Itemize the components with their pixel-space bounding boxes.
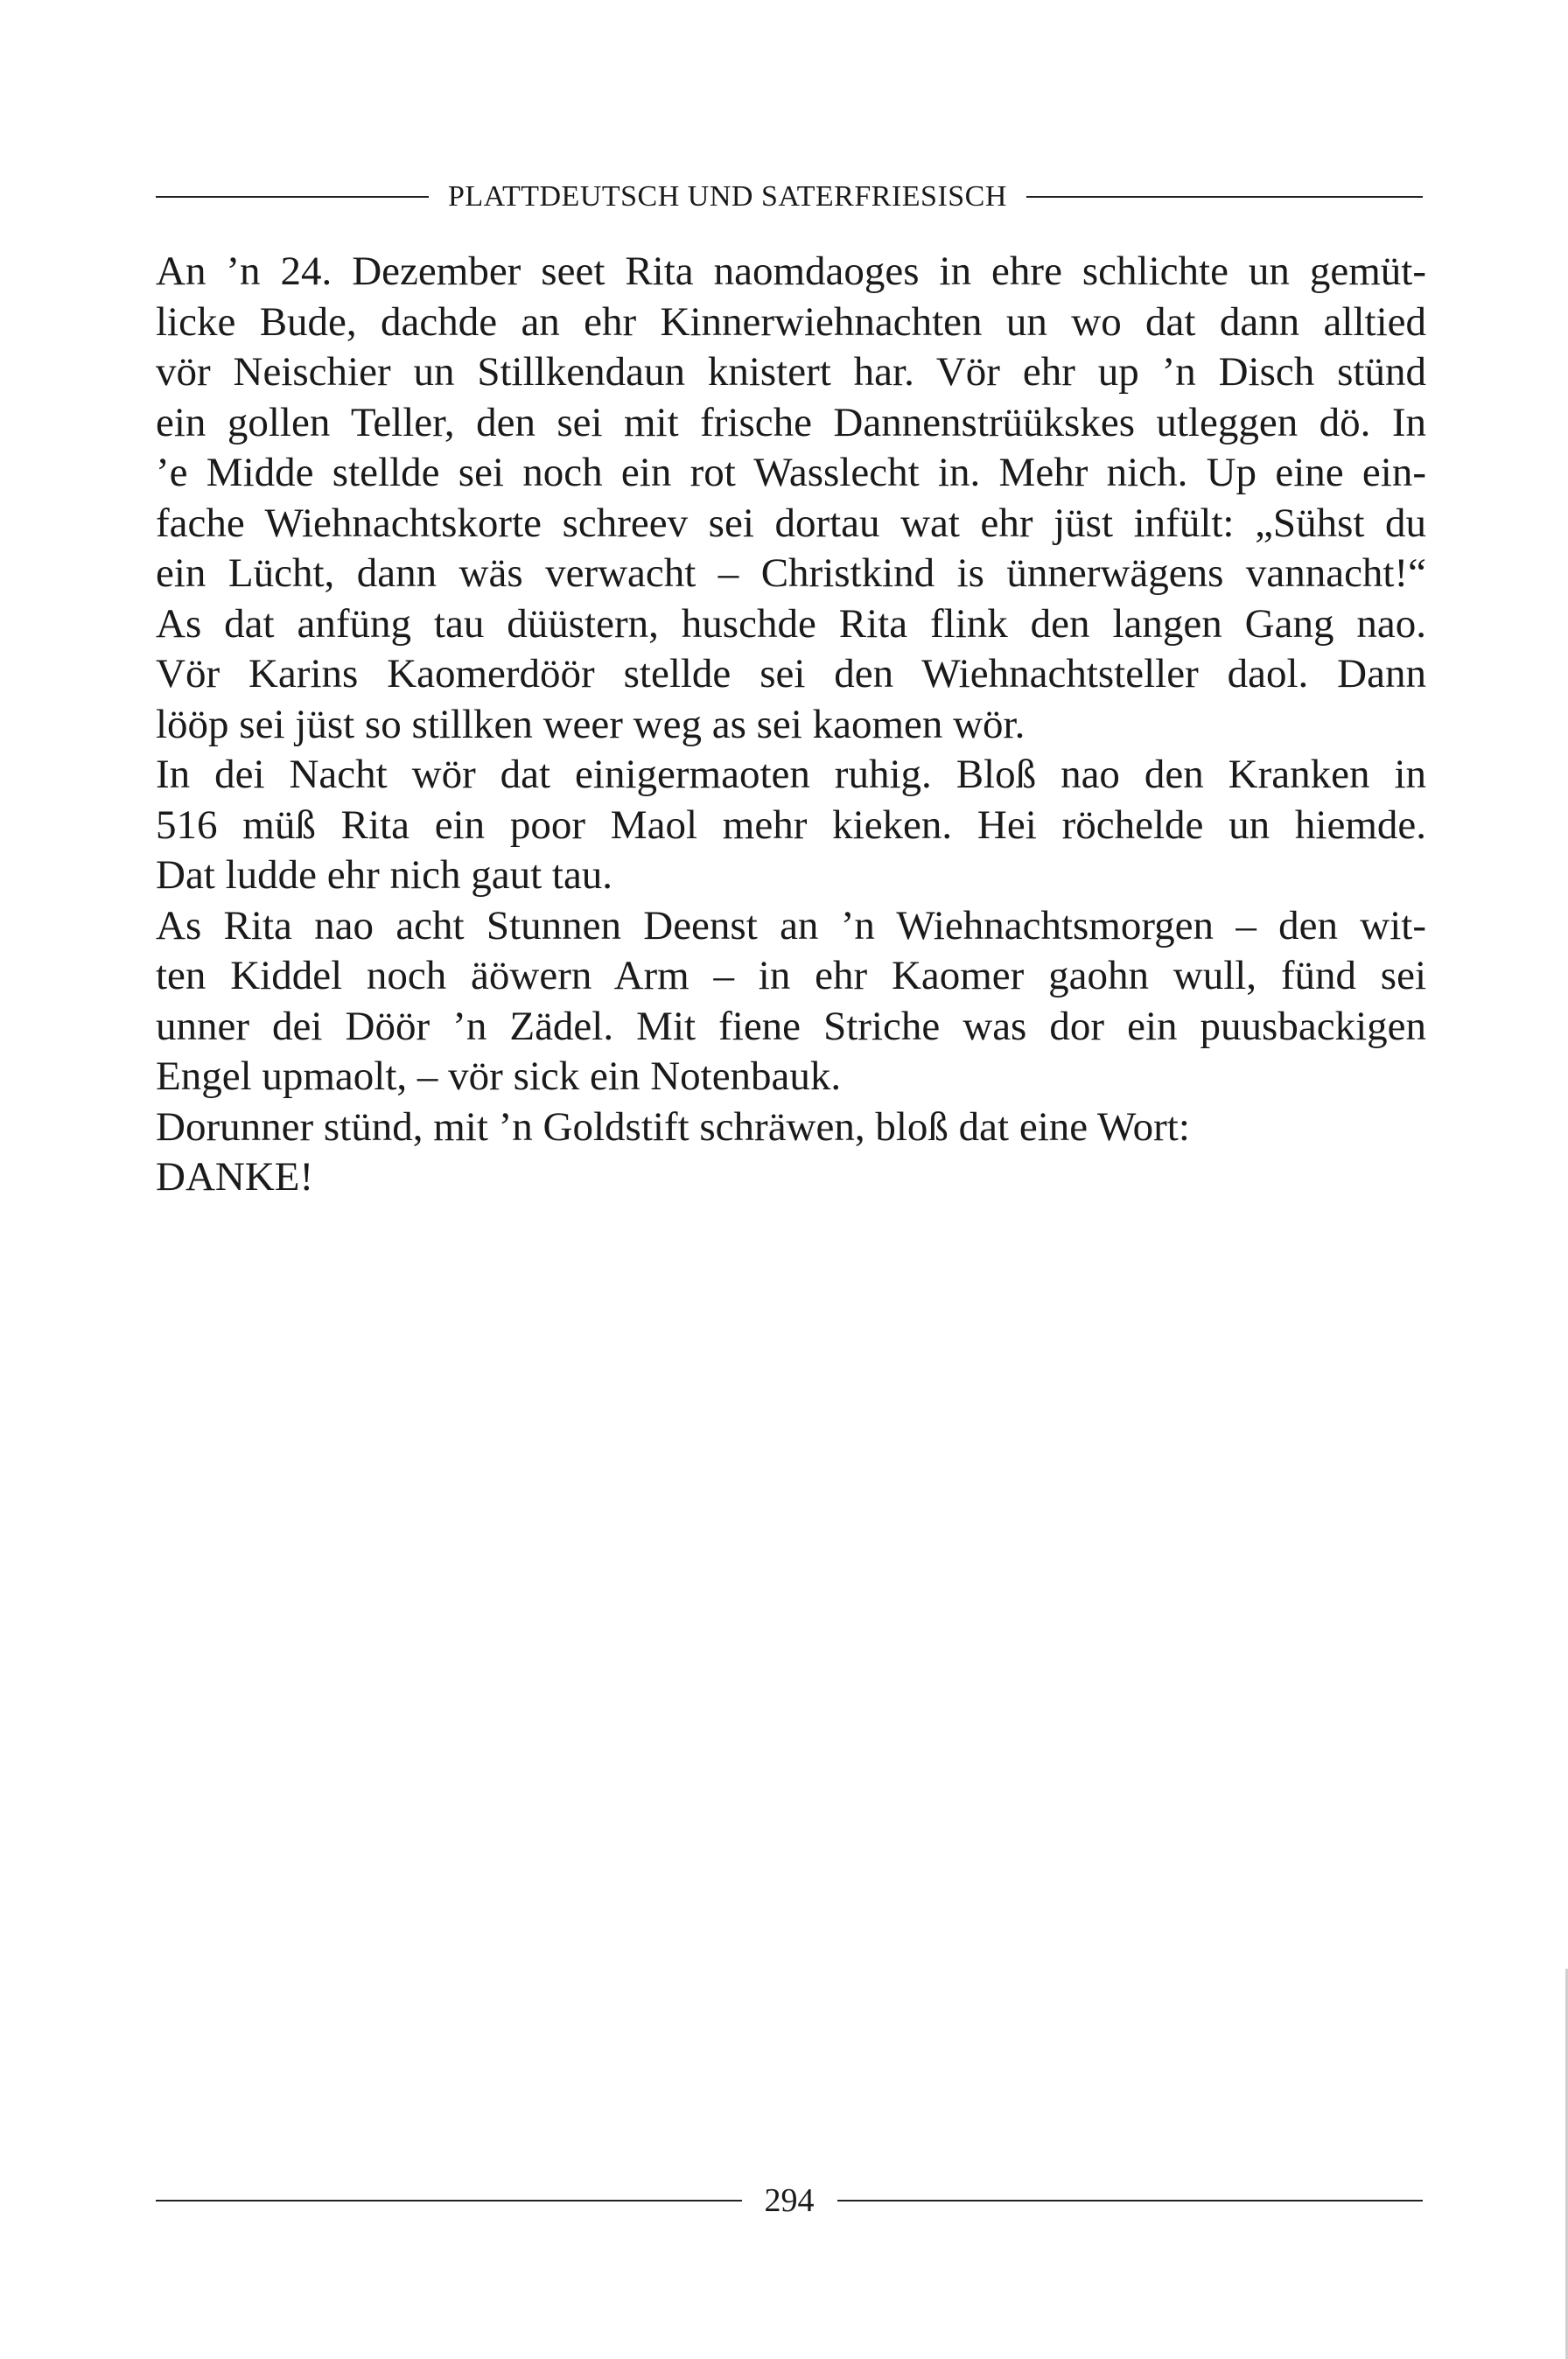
text-line: lööp sei jüst so stillken weer weg as sei kaomen wör. <box>156 701 1026 747</box>
text-line: 516 müß Rita ein poor Maol mehr kieken. Hei röchelde un hiemde. <box>156 802 1426 848</box>
text-line: ein gollen Teller, den sei mit frische Dannenstrüükskes utleggen dö. In <box>156 399 1426 445</box>
text-line: fache Wiehnachtskorte schreev sei dortau wat ehr jüst infült: „Sühst du <box>156 500 1426 546</box>
text-line: DANKE! <box>156 1154 314 1200</box>
header-rule-left <box>156 196 429 198</box>
text-line: ten Kiddel noch äöwern Arm – in ehr Kaomer gaohn wull, fünd sei <box>156 953 1426 998</box>
text-line: licke Bude, dachde an ehr Kinnerwiehnachten un wo dat dann alltied <box>156 298 1426 345</box>
text-line: An ’n 24. Dezember seet Rita naomdaoges in ehre schlichte un gemüt- <box>156 248 1426 294</box>
footer-rule-right <box>837 2200 1424 2202</box>
running-head <box>156 175 1423 219</box>
text-line: In dei Nacht wör dat einigermaoten ruhig. Bloß nao den Kranken in <box>156 752 1426 797</box>
text-line: As Rita nao acht Stunnen Deenst an ’n Wiehnachtsmorgen – den wit- <box>156 902 1426 948</box>
text-line: Engel upmaolt, – vör sick ein Notenbauk. <box>156 1054 842 1099</box>
text-line: Vör Karins Kaomerdöör stellde sei den Wiehnachtsteller daol. Dann <box>156 651 1426 696</box>
text-line: Dat ludde ehr nich gaut tau. <box>156 852 613 898</box>
text-line: ein Lücht, dann wäs verwacht – Christkind is ünnerwägens vannacht!“ <box>156 550 1426 596</box>
text-line: vör Neischier un Stillkendaun knistert har. Vör ehr up ’n Disch stünd <box>156 349 1426 395</box>
body-text <box>156 247 1426 1203</box>
page-number: 294 <box>764 2182 815 2219</box>
footer-rule-left <box>156 2200 742 2202</box>
text-line: ’e Midde stellde sei noch ein rot Wasslecht in. Mehr nich. Up eine ein- <box>156 450 1426 495</box>
folio <box>156 2179 1423 2222</box>
text-line: As dat anfüng tau düüstern, huschde Rita flink den langen Gang nao. <box>156 600 1426 647</box>
running-head-title: PLATTDEUTSCH UND SATERFRIESISCH <box>448 180 1007 213</box>
text-line: Dorunner stünd, mit ’n Goldstift schräwen, bloß dat eine Wort: <box>156 1103 1190 1150</box>
text-line: unner dei Döör ’n Zädel. Mit fiene Striche was dor ein puusbackigen <box>156 1003 1426 1049</box>
header-rule-right <box>1026 196 1423 198</box>
